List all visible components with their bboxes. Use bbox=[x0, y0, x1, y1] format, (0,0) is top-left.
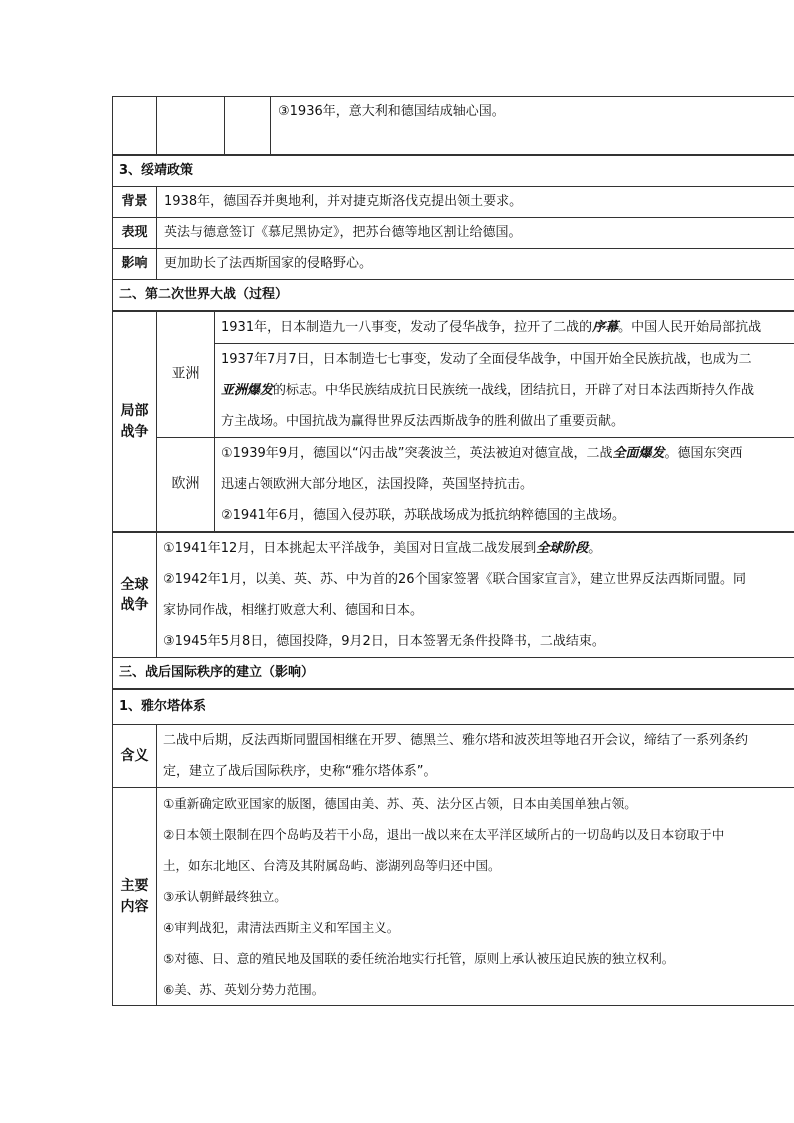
axis-continuation-table bbox=[112, 96, 794, 155]
impact-text: 更加助长了法西斯国家的侵略野心。 bbox=[157, 249, 794, 280]
asia-line-1: 1931年，日本制造九一八事变，发动了侵华战争，拉开了二战的序幕。中国人民开始局部抗战 bbox=[215, 312, 794, 344]
meaning-text bbox=[157, 725, 794, 788]
meaning-line-2: 定，建立了战后国际秩序，史称“雅尔塔体系”。 bbox=[163, 764, 437, 779]
yalta-heading: 1、雅尔塔体系 bbox=[113, 690, 794, 725]
background-text: 1938年，德国吞并奥地利，并对捷克斯洛伐克提出领土要求。 bbox=[157, 187, 794, 218]
content-line-1: ①重新确定欧亚国家的版图，德国由美、苏、英、法分区占领，日本由美国单独占领。 bbox=[163, 796, 637, 811]
global-stage-keyword: 全球阶段 bbox=[536, 541, 589, 556]
empty-cell bbox=[157, 97, 225, 155]
yalta-table bbox=[112, 689, 794, 1006]
appeasement-table bbox=[112, 155, 794, 311]
content-line-4: ③承认朝鲜最终独立。 bbox=[163, 889, 287, 904]
global-war-label: 全球 战争 bbox=[113, 533, 157, 658]
ww2-heading: 二、第二次世界大战（过程） bbox=[113, 280, 794, 311]
manifestation-text: 英法与德意签订《慕尼黑协定》，把苏台德等地区割让给德国。 bbox=[157, 218, 794, 249]
impact-label: 影响 bbox=[113, 249, 157, 280]
global-war-text bbox=[157, 533, 794, 658]
asia-line-2: 1937年7月7日，日本制造七七事变，发动了全面侵华战争，中国开始全民族抗战，也成为二 bbox=[221, 352, 752, 367]
asia-label: 亚洲 bbox=[157, 312, 215, 438]
global-line-1: ①1941年12月，日本挑起太平洋战争，美国对日宣战二战发展到全球阶段。 bbox=[163, 541, 602, 556]
axis-powers-text: ③1936年，意大利和德国结成轴心国。 bbox=[271, 97, 794, 155]
europe-line-3: ②1941年6月，德国入侵苏联，苏联战场成为抵抗纳粹德国的主战场。 bbox=[221, 508, 626, 523]
prelude-keyword: 序幕 bbox=[592, 320, 619, 335]
content-line-3: 土，如东北地区、台湾及其附属岛屿、澎湖列岛等归还中国。 bbox=[163, 858, 501, 873]
asia-outbreak-keyword: 亚洲爆发 bbox=[221, 383, 274, 398]
content-line-6: ⑤对德、日、意的殖民地及国联的委任统治地实行托管，原则上承认被压迫民族的独立权利。 bbox=[163, 951, 675, 966]
global-line-2: ②1942年1月，以美、英、苏、中为首的26个国家签署《联合国家宣言》，建立世界反法西斯同盟。同 bbox=[163, 572, 747, 587]
empty-cell bbox=[225, 97, 271, 155]
background-label: 背景 bbox=[113, 187, 157, 218]
global-line-3: 家协同作战，相继打败意大利、德国和日本。 bbox=[163, 603, 424, 618]
asia-line-3: 亚洲爆发的标志。中华民族结成抗日民族统一战线，团结抗日，开辟了对日本法西斯持久作战 bbox=[221, 383, 755, 398]
content-line-7: ⑥美、苏、英划分势力范围。 bbox=[163, 982, 325, 997]
global-war-table bbox=[112, 532, 794, 689]
meaning-label: 含义 bbox=[113, 725, 157, 788]
local-war-label: 局部 战争 bbox=[113, 312, 157, 532]
document-page bbox=[112, 96, 794, 1006]
content-line-5: ④审判战犯，肃清法西斯主义和军国主义。 bbox=[163, 920, 400, 935]
europe-text bbox=[215, 438, 794, 532]
manifestation-label: 表现 bbox=[113, 218, 157, 249]
main-content-label: 主要 内容 bbox=[113, 788, 157, 1006]
postwar-heading: 三、战后国际秩序的建立（影响） bbox=[113, 658, 794, 689]
full-outbreak-keyword: 全面爆发 bbox=[612, 446, 665, 461]
asia-text bbox=[215, 312, 794, 438]
empty-cell bbox=[113, 97, 157, 155]
europe-line-2: 迅速占领欧洲大部分地区，法国投降，英国坚持抗击。 bbox=[221, 477, 534, 492]
global-line-4: ③1945年5月8日，德国投降，9月2日，日本签署无条件投降书，二战结束。 bbox=[163, 634, 605, 649]
content-line-2: ②日本领土限制在四个岛屿及若干小岛，退出一战以来在太平洋区域所占的一切岛屿以及日本窃取于中 bbox=[163, 827, 725, 842]
meaning-line-1: 二战中后期，反法西斯同盟国相继在开罗、德黑兰、雅尔塔和波茨坦等地召开会议，缔结了一系列条约 bbox=[163, 733, 749, 748]
appeasement-heading: 3、绥靖政策 bbox=[113, 156, 794, 187]
main-content-text bbox=[157, 788, 794, 1006]
europe-line-1: ①1939年9月，德国以“闪击战”突袭波兰，英法被迫对德宣战，二战全面爆发。德国东突西 bbox=[221, 446, 743, 461]
europe-label: 欧洲 bbox=[157, 438, 215, 532]
ww2-table bbox=[112, 311, 794, 532]
asia-line-4: 方主战场。中国抗战为赢得世界反法西斯战争的胜利做出了重要贡献。 bbox=[221, 414, 625, 429]
